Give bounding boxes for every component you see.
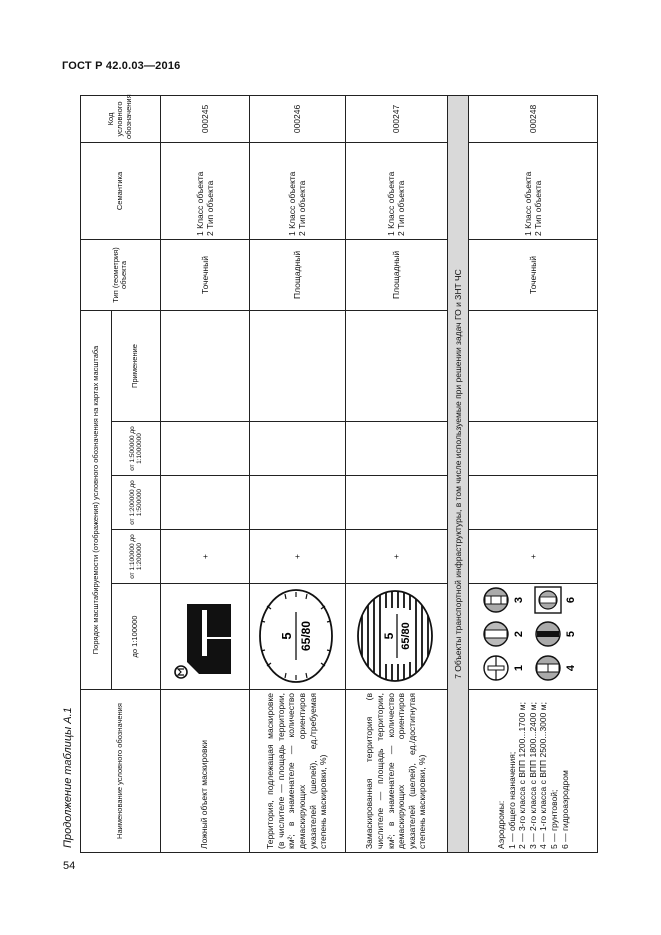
masked-territory-oval-icon bbox=[255, 586, 337, 686]
row-name: Аэродромы: 1 — общего назначения; 2 — 3-го класса с ВПП 1200...1700 м; 3 — 2-го класса с ВПП 1800...2400 м; 4 — 1-го класса с ВПП 2500...3000 м; 5 — грунтовой; 6 — гидроаэродром bbox=[469, 690, 598, 853]
scale2-cell: + bbox=[469, 530, 598, 584]
section-title: 7 Объекты транспортной инфраструктуры, в том числе используемые при решении задач ГО и ЗНТ ЧС bbox=[447, 95, 468, 852]
col-scale4-header: от 1:500000 до 1:1000000 bbox=[111, 422, 160, 476]
geometry-type: Точечный bbox=[160, 239, 249, 310]
svg-text:1: 1 bbox=[513, 664, 526, 672]
table-row bbox=[249, 95, 345, 852]
semantics-cell: 1 Класс объекта 2 Тип объекта bbox=[249, 142, 345, 239]
row-name: Территория, подлежащая маскировке (в числителе — площадь территории, км²; в знаменателе — количество демаскирующих ориентиров указателей (шелей), ед./требуемая степень маскировки, %) bbox=[249, 690, 345, 853]
col-name-header: Наименование условного обозначения bbox=[81, 690, 161, 853]
scale2-cell: + bbox=[249, 530, 345, 584]
col-scale-group-header: Порядок масштабируемости (отображения) условного обозначения на картах масштаба bbox=[81, 310, 112, 689]
page-number: 54 bbox=[63, 860, 76, 872]
table-row bbox=[469, 95, 598, 852]
geometry-type: Площадный bbox=[249, 239, 345, 310]
sign-cell bbox=[249, 584, 345, 690]
section-row bbox=[447, 95, 468, 852]
col-note-header: Применение bbox=[111, 310, 160, 421]
svg-text:4: 4 bbox=[565, 664, 578, 672]
sign-cell bbox=[160, 584, 249, 690]
svg-text:5: 5 bbox=[382, 632, 397, 640]
svg-text:2: 2 bbox=[513, 630, 526, 638]
symbols-table bbox=[80, 95, 598, 853]
col-scale2-header: от 1:100000 до 1:200000 bbox=[111, 530, 160, 584]
document-header: ГОСТ Р 42.0.03—2016 bbox=[62, 60, 181, 72]
code-cell: 000245 bbox=[160, 95, 249, 142]
geometry-type: Точечный bbox=[469, 239, 598, 310]
svg-text:5: 5 bbox=[565, 630, 578, 638]
svg-text:5: 5 bbox=[279, 632, 295, 640]
code-cell: 000247 bbox=[345, 95, 447, 142]
semantics-cell: 1 Класс объекта 2 Тип объекта bbox=[345, 142, 447, 239]
geometry-type: Площадный bbox=[345, 239, 447, 310]
semantics-cell: 1 Класс объекта 2 Тип объекта bbox=[160, 142, 249, 239]
semantics-cell: 1 Класс объекта 2 Тип объекта bbox=[469, 142, 598, 239]
sign-cell bbox=[469, 584, 598, 690]
code-cell: 000248 bbox=[469, 95, 598, 142]
table-caption: Продолжение таблицы А.1 bbox=[62, 707, 74, 848]
svg-text:6: 6 bbox=[565, 596, 578, 604]
table-row bbox=[345, 95, 447, 852]
scale2-cell: + bbox=[345, 530, 447, 584]
camouflaged-territory-oval-icon bbox=[353, 586, 437, 686]
col-code-header: Код условного обозначения bbox=[81, 95, 161, 142]
svg-text:3: 3 bbox=[513, 596, 526, 604]
svg-text:65/80: 65/80 bbox=[299, 620, 314, 652]
scale2-cell: + bbox=[160, 530, 249, 584]
rotated-table-wrapper bbox=[80, 96, 598, 853]
col-semantics-header: Семантика bbox=[81, 142, 161, 239]
col-scale3-header: от 1:200000 до 1:500000 bbox=[111, 476, 160, 530]
col-type-header: Тип (геометрия) объекта bbox=[81, 239, 161, 310]
row-name: Ложный объект маскировки bbox=[160, 690, 249, 853]
code-cell: 000246 bbox=[249, 95, 345, 142]
airfield-icon bbox=[476, 582, 588, 686]
table-row bbox=[160, 95, 249, 852]
svg-text:65/80: 65/80 bbox=[400, 622, 413, 650]
sign-cell bbox=[345, 584, 447, 690]
decoy-building-icon bbox=[169, 589, 239, 684]
col-scale1-header: до 1:100000 bbox=[111, 584, 160, 690]
row-name: Замаскированная территория (в числителе — площадь территории, км²; в знаменателе — количество демаскирующих ориентиров указателей (шелей), ед./достигнутая степень маскировки, %) bbox=[345, 690, 447, 853]
